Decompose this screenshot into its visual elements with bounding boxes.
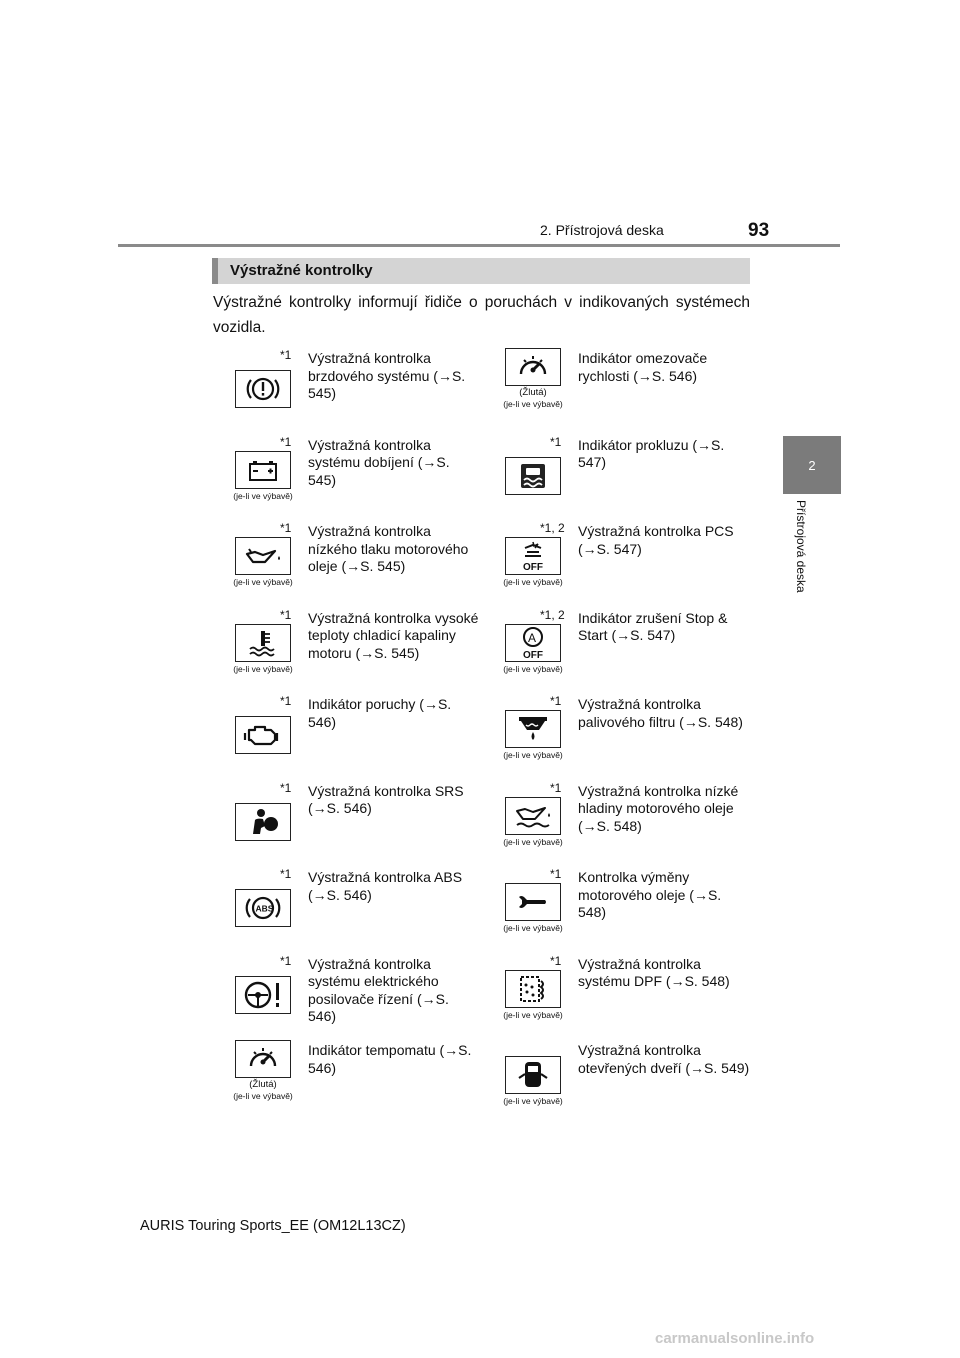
indicator-entry <box>212 348 482 434</box>
indicator-note: (je-li ve výbavě) <box>503 399 563 409</box>
indicator-description: Výstražná kontrolka otevřených dveří (→S. 549) <box>578 1042 750 1076</box>
indicator-description: Indikátor zrušení Stop & Start (→S. 547) <box>578 609 728 643</box>
indicator-entry <box>482 781 752 867</box>
oil-pressure-icon <box>241 541 285 571</box>
footnote-marker: *1 <box>280 780 292 795</box>
indicator-note: (Žlutá) <box>519 387 547 398</box>
indicator-description: Výstražná kontrolka vysoké teploty chladicí kapaliny motoru (→S. 545) <box>308 609 479 661</box>
footnote-marker: *1 <box>280 694 292 708</box>
indicator-icon-box <box>235 889 291 927</box>
stop-start-off-icon <box>511 626 555 660</box>
indicator-description: Výstražná kontrolka systému dobíjení (→S. 545) <box>308 436 450 488</box>
svg-text:A: A <box>528 630 537 645</box>
footnote-marker: *1 <box>280 607 292 622</box>
indicator-description: Kontrolka výměny motorového oleje (→S. 548) <box>578 869 722 920</box>
indicator-entry <box>482 1040 752 1126</box>
indicator-note: (je-li ve výbavě) <box>503 1009 563 1020</box>
indicator-icon-box <box>235 716 291 754</box>
svg-text:ABS: ABS <box>255 903 274 914</box>
low-oil-level-icon <box>511 800 555 832</box>
indicator-entry <box>212 694 482 780</box>
indicator-description: Výstražná kontrolka systému elektrického posilovače řízení (→S. 546) <box>308 955 449 1024</box>
indicator-icon-box <box>505 883 561 921</box>
watermark: carmanualsonline.info <box>655 1330 815 1347</box>
footnote-marker: *1, 2 <box>540 607 565 622</box>
footnote-marker: *1 <box>280 348 292 362</box>
footnote-marker: *1 <box>280 434 292 449</box>
indicator-description: Výstražná kontrolka nízkého tlaku motorového oleje (→S. 545) <box>308 523 469 574</box>
indicator-icon-box <box>505 537 561 575</box>
indicator-description: Výstražná kontrolka SRS (→S. 546) <box>308 782 464 816</box>
battery-icon <box>243 455 283 485</box>
indicator-description: Výstražná kontrolka ABS (→S. 546) <box>308 869 463 903</box>
indicator-icon-box <box>505 970 561 1008</box>
indicator-entry <box>212 954 482 1040</box>
chapter-title: 2. Přístrojová deska <box>540 222 664 238</box>
srs-airbag-icon <box>243 806 283 838</box>
power-steering-icon <box>240 978 286 1012</box>
indicator-icon-box <box>505 710 561 748</box>
coolant-temperature-icon <box>243 628 283 658</box>
svg-text:OFF: OFF <box>523 562 543 572</box>
indicator-icon-box <box>235 1040 291 1078</box>
indicator-entry <box>212 435 482 521</box>
indicator-note: (Žlutá) <box>249 1079 277 1090</box>
indicator-entry <box>212 781 482 867</box>
indicator-description: Výstražná kontrolka PCS (→S. 547) <box>578 523 734 557</box>
table-row <box>212 781 752 867</box>
section-heading <box>212 258 750 284</box>
indicator-entry <box>212 1040 482 1126</box>
indicator-note: (je-li ve výbavě) <box>233 1091 293 1101</box>
indicator-entry <box>482 608 752 694</box>
indicator-description: Indikátor poruchy (→S. 546) <box>308 696 452 730</box>
table-row <box>212 435 752 521</box>
indicator-icon-box <box>235 624 291 662</box>
indicator-entry <box>482 954 752 1040</box>
indicator-note: (je-li ve výbavě) <box>233 577 293 587</box>
abs-icon <box>241 893 285 923</box>
indicator-entry <box>212 867 482 953</box>
footnote-marker: *1 <box>280 953 292 968</box>
pcs-off-icon <box>511 540 555 572</box>
indicator-note: (je-li ve výbavě) <box>503 577 563 587</box>
check-engine-icon <box>241 720 285 750</box>
indicator-note: (je-li ve výbavě) <box>233 663 293 674</box>
indicator-icon-box <box>235 451 291 489</box>
page-number: 93 <box>748 220 770 241</box>
indicator-description: Indikátor omezovače rychlosti (→S. 546) <box>578 350 708 384</box>
slip-indicator-icon <box>513 461 553 491</box>
section-title: Výstražné kontrolky <box>230 262 373 279</box>
speed-limiter-icon <box>513 352 553 382</box>
indicator-note: (je-li ve výbavě) <box>503 1096 563 1106</box>
fuel-filter-icon <box>511 713 555 745</box>
side-tab-number: 2 <box>808 457 816 473</box>
footnote-marker: *1 <box>550 867 562 881</box>
side-tab[interactable] <box>783 436 841 494</box>
table-row <box>212 1040 752 1126</box>
section-intro: Výstražné kontrolky informují řidiče o poruchách v indikovaných systémech vozidla. <box>213 294 750 336</box>
indicator-note: (je-li ve výbavě) <box>503 750 563 760</box>
indicator-icon-box <box>505 797 561 835</box>
indicator-note: (je-li ve výbavě) <box>233 490 293 501</box>
footnote-marker: *1 <box>550 780 562 795</box>
footer-text: AURIS Touring Sports_EE (OM12L13CZ) <box>140 1218 406 1234</box>
footnote-marker: *1 <box>550 953 562 968</box>
table-row <box>212 608 752 694</box>
indicator-icon-box <box>235 537 291 575</box>
table-row <box>212 348 752 434</box>
indicator-entry <box>482 348 752 434</box>
indicator-icon-box <box>235 976 291 1014</box>
indicator-note: (je-li ve výbavě) <box>503 836 563 847</box>
indicator-entry <box>482 867 752 953</box>
open-door-icon <box>513 1059 553 1091</box>
svg-text:OFF: OFF <box>523 649 543 660</box>
footnote-marker: *1 <box>280 521 292 535</box>
indicator-note: (je-li ve výbavě) <box>503 663 563 674</box>
indicator-icon-box <box>505 348 561 386</box>
brake-warning-icon <box>243 374 283 404</box>
indicator-note: (je-li ve výbavě) <box>503 923 563 933</box>
indicator-description: Výstražná kontrolka brzdového systému (→S. 545) <box>308 350 466 401</box>
indicator-icon-box <box>235 370 291 408</box>
indicator-icon-box <box>505 1056 561 1094</box>
dpf-icon <box>511 973 555 1005</box>
table-row <box>212 954 752 1040</box>
indicator-entry <box>212 521 482 607</box>
indicator-entry <box>482 521 752 607</box>
indicator-entry <box>212 608 482 694</box>
indicator-description: Výstražná kontrolka systému DPF (→S. 548) <box>578 955 730 989</box>
indicator-description: Výstražná kontrolka nízké hladiny motorového oleje (→S. 548) <box>578 782 739 834</box>
oil-change-wrench-icon <box>511 887 555 917</box>
table-row <box>212 694 752 780</box>
indicator-icon-box <box>505 457 561 495</box>
indicator-description: Indikátor tempomatu (→S. 546) <box>308 1042 472 1076</box>
indicator-entry <box>482 694 752 780</box>
indicator-icon-box <box>505 624 561 662</box>
footnote-marker: *1 <box>550 694 562 708</box>
footnote-marker: *1, 2 <box>540 521 565 535</box>
table-row <box>212 867 752 953</box>
side-tab-label: Přístrojová deska <box>794 500 808 593</box>
indicator-entry <box>482 435 752 521</box>
header-rule <box>118 244 840 247</box>
indicator-description: Výstražná kontrolka palivového filtru (→S. 548) <box>578 696 743 730</box>
table-row <box>212 521 752 607</box>
indicator-description: Indikátor prokluzu (→S. 547) <box>578 436 725 470</box>
footnote-marker: *1 <box>280 867 292 881</box>
footnote-marker: *1 <box>550 434 562 449</box>
indicator-icon-box <box>235 803 291 841</box>
cruise-control-icon <box>243 1044 283 1074</box>
